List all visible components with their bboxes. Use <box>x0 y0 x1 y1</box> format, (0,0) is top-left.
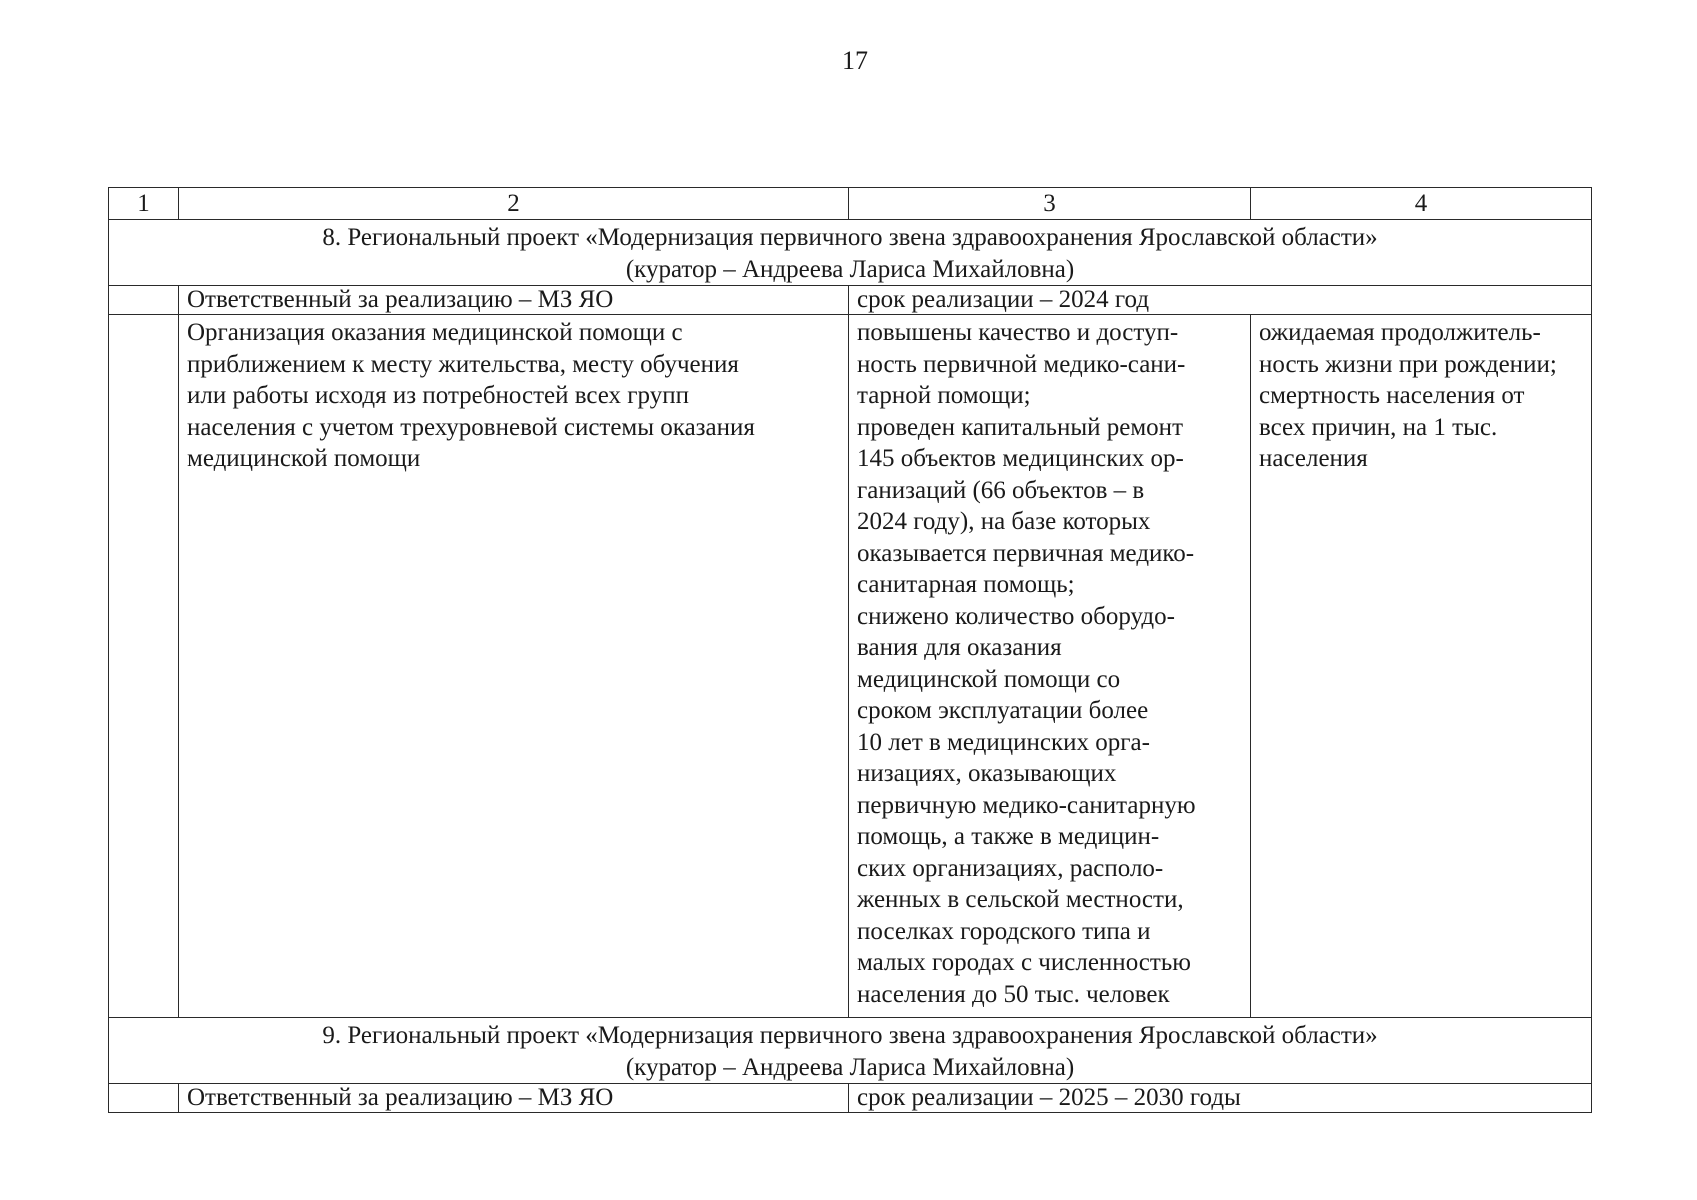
project-8-heading <box>109 220 1592 286</box>
indicator-line: населения <box>1259 445 1368 472</box>
result-line: низациях, оказывающих <box>857 760 1117 787</box>
project-8-term: срок реализации – 2024 год <box>849 286 1592 315</box>
project-8-heading-row <box>109 220 1592 286</box>
project-8-result-cell <box>849 315 1251 1018</box>
project-9-responsible: Ответственный за реализацию – МЗ ЯО <box>179 1084 849 1113</box>
project-9-curator: (куратор – Андреева Лариса Михайловна) <box>625 1053 1075 1081</box>
result-line: проведен капитальный ремонт <box>857 413 1183 441</box>
project-8-curator: (куратор – Андреева Лариса Михайловна) <box>625 255 1075 283</box>
result-line: 10 лет в медицинских орга- <box>857 728 1150 756</box>
result-line: первичную медико-санитарную <box>857 791 1196 819</box>
header-cell-2: 2 <box>179 188 849 220</box>
indicator-line: ожидаемая продолжитель- <box>1259 319 1541 346</box>
project-9-responsible-row <box>109 1084 1592 1113</box>
task-line: или работы исходя из потребностей всех групп <box>187 382 689 409</box>
project-8-empty-cell <box>109 286 179 315</box>
table-header-row <box>109 188 1592 220</box>
project-8-content-row <box>109 315 1592 1018</box>
header-cell-3: 3 <box>849 188 1251 220</box>
result-line: медицинской помощи со <box>857 665 1121 693</box>
projects-table <box>108 187 1592 1113</box>
result-line: повышены качество и доступ- <box>857 319 1179 346</box>
project-8-indicator-cell <box>1251 315 1592 1018</box>
result-line: вания для оказания <box>857 634 1062 661</box>
indicator-line: смертность населения от <box>1259 382 1525 409</box>
result-line: ских организациях, располо- <box>857 854 1164 882</box>
project-9-heading <box>109 1018 1592 1084</box>
result-line: сроком эксплуатации более <box>857 697 1149 724</box>
project-8-responsible: Ответственный за реализацию – МЗ ЯО <box>179 286 849 315</box>
indicator-line: всех причин, на 1 тыс. <box>1259 413 1498 441</box>
task-line: населения с учетом трехуровневой системы оказания <box>187 413 755 441</box>
project-8-task-cell <box>179 315 849 1018</box>
result-line: населения до 50 тыс. человек <box>857 980 1170 1008</box>
result-line: помощь, а также в медицин- <box>857 823 1160 850</box>
result-line: санитарная помощь; <box>857 571 1075 598</box>
project-8-responsible-row <box>109 286 1592 315</box>
result-line: тарной помощи; <box>857 382 1031 409</box>
project-8-result-text <box>857 317 1250 1010</box>
result-line: оказывается первичная медико- <box>857 539 1195 567</box>
result-line: снижено количество оборудо- <box>857 602 1175 630</box>
project-8-indicator-text <box>1259 317 1591 475</box>
project-8-title: 8. Региональный проект «Модернизация первичного звена здравоохранения Ярославской области» <box>322 224 1378 251</box>
header-cell-1: 1 <box>109 188 179 220</box>
task-line: Организация оказания медицинской помощи с <box>187 319 683 346</box>
project-8-task-text <box>187 317 848 475</box>
project-9-empty-cell <box>109 1084 179 1113</box>
result-line: женных в сельской местности, <box>857 886 1184 913</box>
result-line: 145 объектов медицинских ор- <box>857 445 1184 472</box>
result-line: поселках городского типа и <box>857 917 1151 945</box>
task-line: приближением к месту жительства, месту обучения <box>187 350 739 378</box>
task-line: медицинской помощи <box>187 445 421 472</box>
result-line: ганизаций (66 объектов – в <box>857 476 1145 504</box>
page-number: 17 <box>842 46 868 75</box>
result-line: малых городах с численностью <box>857 949 1191 976</box>
header-cell-4: 4 <box>1251 188 1592 220</box>
project-9-term: срок реализации – 2025 – 2030 годы <box>849 1084 1592 1113</box>
result-line: 2024 году), на базе которых <box>857 508 1151 535</box>
project-8-content-empty-cell <box>109 315 179 1018</box>
project-9-heading-row <box>109 1018 1592 1084</box>
project-9-title: 9. Региональный проект «Модернизация первичного звена здравоохранения Ярославской области» <box>322 1022 1378 1049</box>
result-line: ность первичной медико-сани- <box>857 350 1186 378</box>
indicator-line: ность жизни при рождении; <box>1259 350 1557 378</box>
